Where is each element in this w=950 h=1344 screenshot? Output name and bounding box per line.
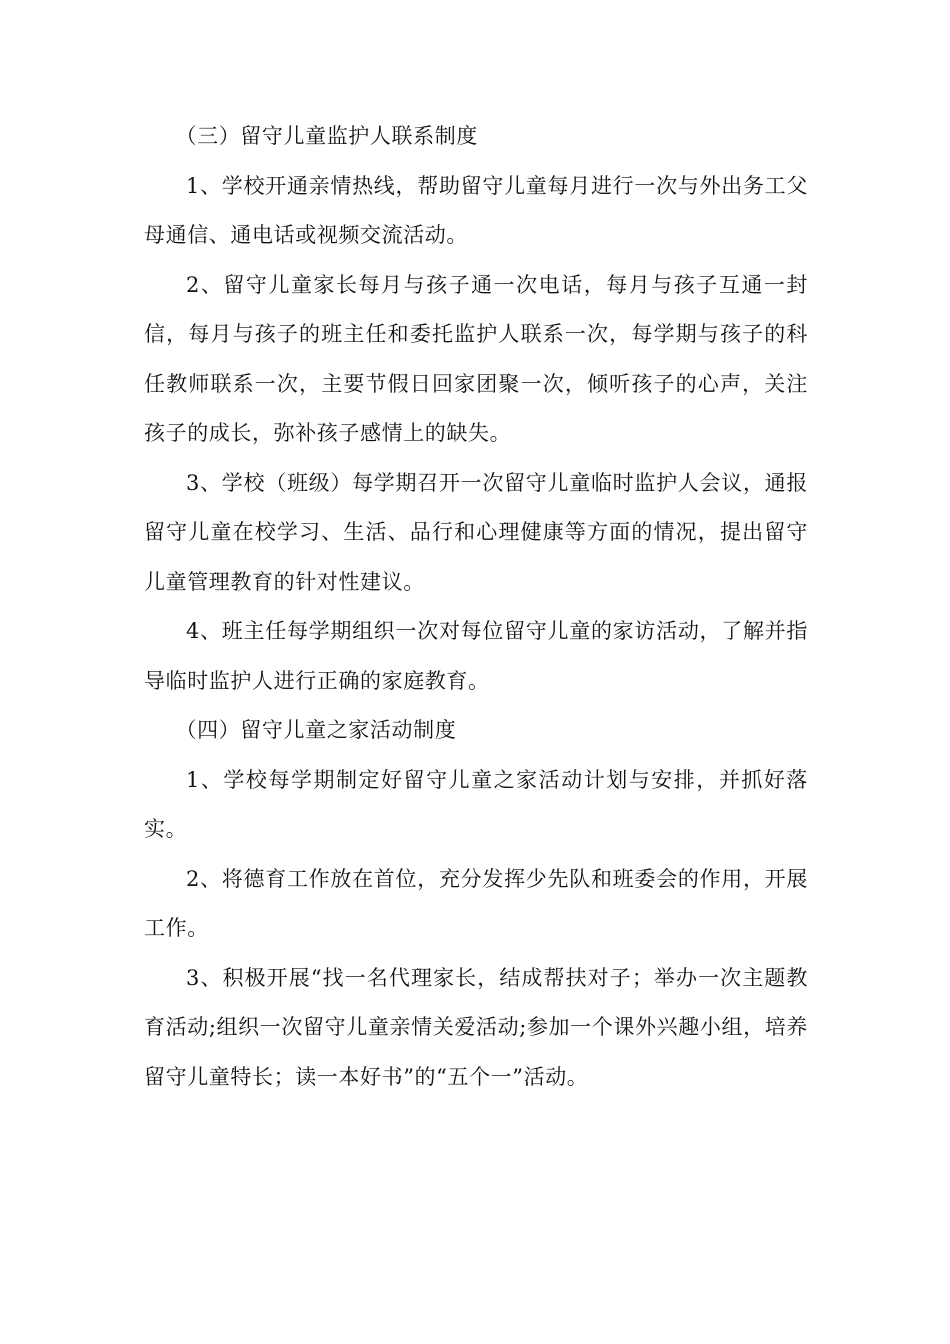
paragraph-3-2: 2、留守儿童家长每月与孩子通一次电话，每月与孩子互通一封信，每月与孩子的班主任和委托监护人联系一次，每学期与孩子的科任教师联系一次，主要节假日回家团聚一次，倾听孩子的心声，关注孩子的成长，弥补孩子感情上的缺失。: [144, 272, 808, 445]
paragraph-4-2: 2、将德育工作放在首位，充分发挥少先队和班委会的作用，开展工作。: [144, 866, 808, 940]
paragraph-4-1: 1、学校每学期制定好留守儿童之家活动计划与安排，并抓好落实。: [144, 767, 808, 841]
section-heading-4: （四）留守儿童之家活动制度: [175, 718, 457, 742]
paragraph-3-4: 4、班主任每学期组织一次对每位留守儿童的家访活动，了解并指导临时监护人进行正确的家庭教育。: [144, 619, 808, 693]
section-heading-3: （三）留守儿童监护人联系制度: [175, 124, 478, 148]
paragraph-4-3: 3、积极开展“找一名代理家长，结成帮扶对子；举办一次主题教育活动;组织一次留守儿童亲情关爱活动;参加一个课外兴趣小组，培养留守儿童特长；读一本好书”的“五个一”活动。: [144, 965, 808, 1089]
paragraph-3-1: 1、学校开通亲情热线，帮助留守儿童每月进行一次与外出务工父母通信、通电话或视频交流活动。: [144, 173, 808, 247]
document-body: [144, 112, 808, 1102]
paragraph-3-3: 3、学校（班级）每学期召开一次留守儿童临时监护人会议，通报留守儿童在校学习、生活、品行和心理健康等方面的情况，提出留守儿童管理教育的针对性建议。: [144, 470, 808, 594]
